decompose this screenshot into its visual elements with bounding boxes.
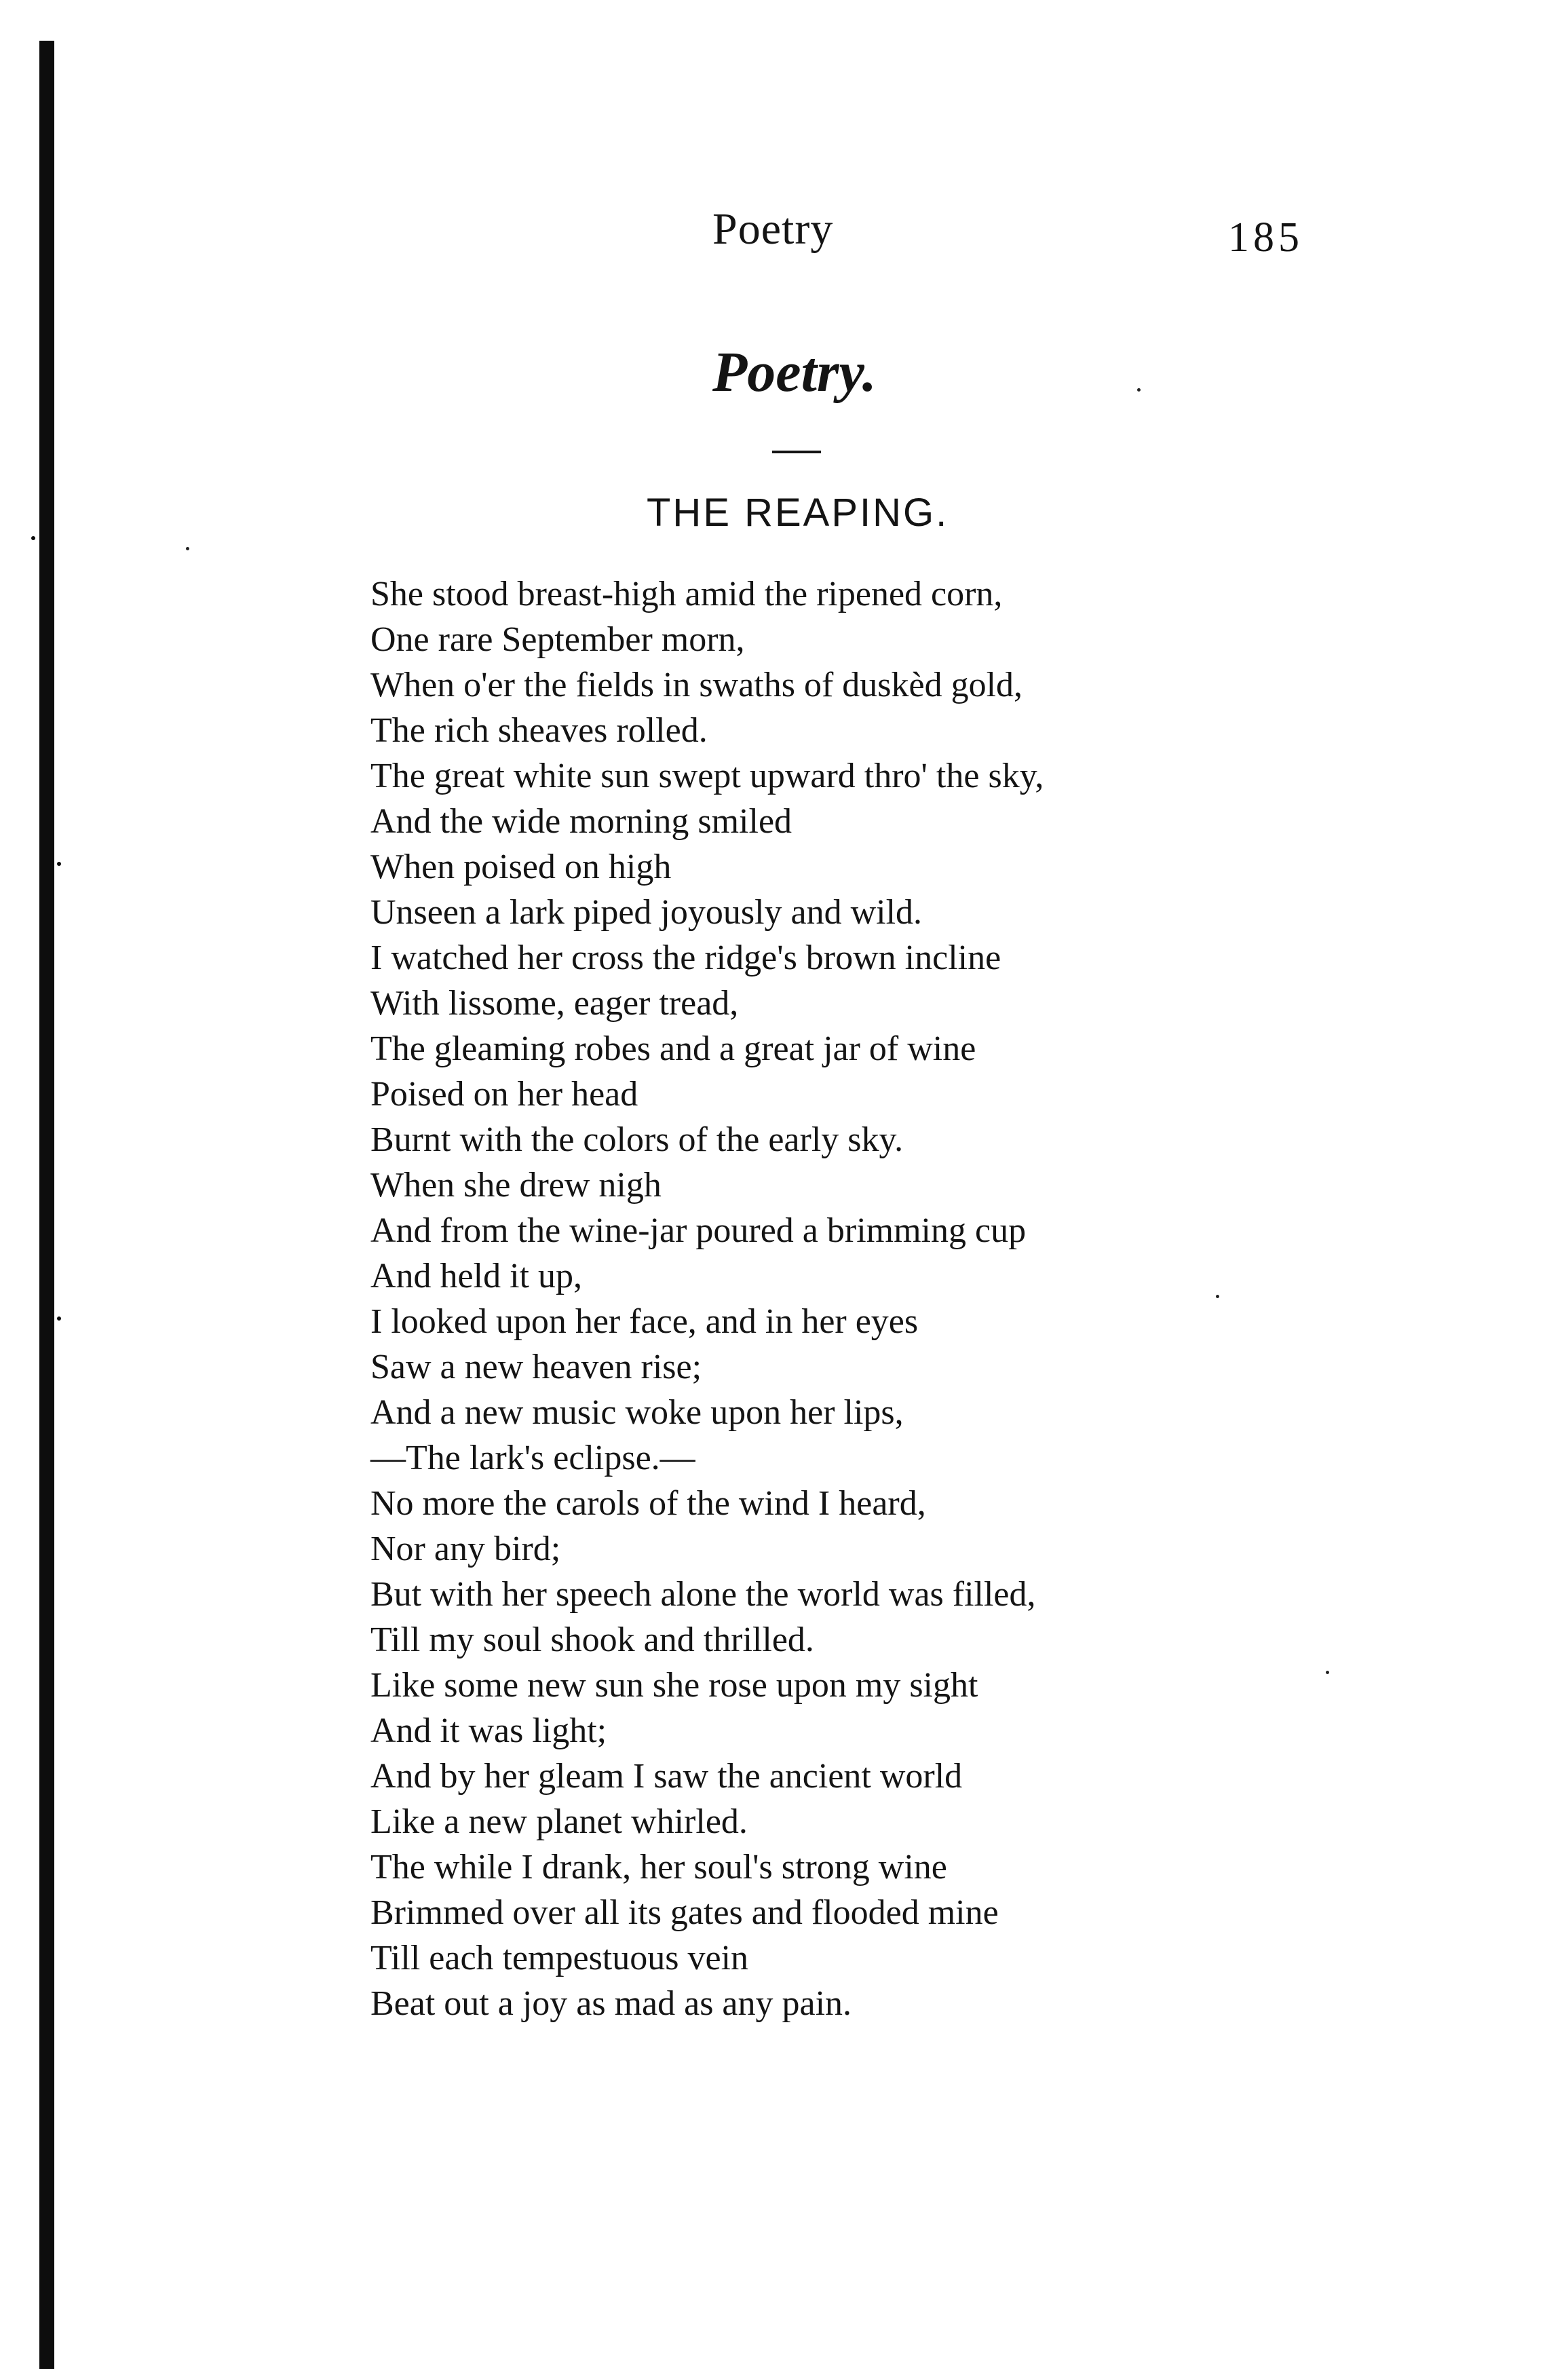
poem-line: The while I drank, her soul's strong wine [370, 1848, 947, 1887]
scan-speck [186, 547, 189, 550]
spine-speck [31, 536, 35, 540]
poem-line: The gleaming robes and a great jar of wine [370, 1029, 976, 1068]
page-number: 185 [1228, 214, 1303, 261]
poem-body [370, 571, 1044, 2026]
scan-speck [1216, 1295, 1219, 1298]
poem-line: And by her gleam I saw the ancient world [370, 1757, 963, 1796]
poem-line: —The lark's eclipse.— [370, 1439, 695, 1477]
poem-line: When she drew nigh [370, 1166, 662, 1205]
poem-line: The great white sun swept upward thro' the sky, [370, 757, 1044, 795]
poem-line: She stood breast-high amid the ripened corn, [370, 575, 1003, 613]
scan-speck [1137, 388, 1141, 392]
spine-speck [57, 1316, 61, 1321]
poem-line: And it was light; [370, 1711, 607, 1750]
poem-line: Poised on her head [370, 1075, 638, 1114]
poem-line: Nor any bird; [370, 1530, 561, 1568]
poem-line: One rare September morn, [370, 620, 745, 659]
poem-line: And a new music woke upon her lips, [370, 1393, 904, 1432]
poem-line: I watched her cross the ridge's brown incline [370, 939, 1001, 977]
heading-rule [772, 451, 821, 453]
poem-line: Brimmed over all its gates and flooded mine [370, 1893, 999, 1932]
poem-line: And held it up, [370, 1257, 582, 1295]
poem-line: But with her speech alone the world was filled, [370, 1575, 1036, 1614]
poem-title: THE REAPING. [647, 491, 949, 535]
poem-line: Like some new sun she rose upon my sight [370, 1666, 978, 1705]
poem-line: The rich sheaves rolled. [370, 711, 708, 750]
poem-line: I looked upon her face, and in her eyes [370, 1302, 919, 1341]
poem-line: Beat out a joy as mad as any pain. [370, 1984, 852, 2023]
poem-line: Unseen a lark piped joyously and wild. [370, 893, 923, 932]
book-spine-shadow [39, 41, 54, 2369]
poem-line: And from the wine-jar poured a brimming cup [370, 1211, 1027, 1250]
poem-line: Till each tempestuous vein [370, 1939, 749, 1977]
poem-line: Burnt with the colors of the early sky. [370, 1120, 904, 1159]
poem-line: And the wide morning smiled [370, 802, 792, 841]
running-head: Poetry [712, 204, 834, 254]
poem-line: With lissome, eager tread, [370, 984, 739, 1023]
section-heading: Poetry. [712, 341, 877, 404]
poem-line: When poised on high [370, 848, 672, 886]
scan-speck [1326, 1671, 1329, 1674]
poem-line: No more the carols of the wind I heard, [370, 1484, 926, 1523]
poem-line: Till my soul shook and thrilled. [370, 1621, 814, 1659]
spine-speck [57, 862, 61, 866]
poem-line: Saw a new heaven rise; [370, 1348, 702, 1386]
poem-line: Like a new planet whirled. [370, 1802, 748, 1841]
poem-line: When o'er the fields in swaths of duskèd gold, [370, 666, 1023, 704]
